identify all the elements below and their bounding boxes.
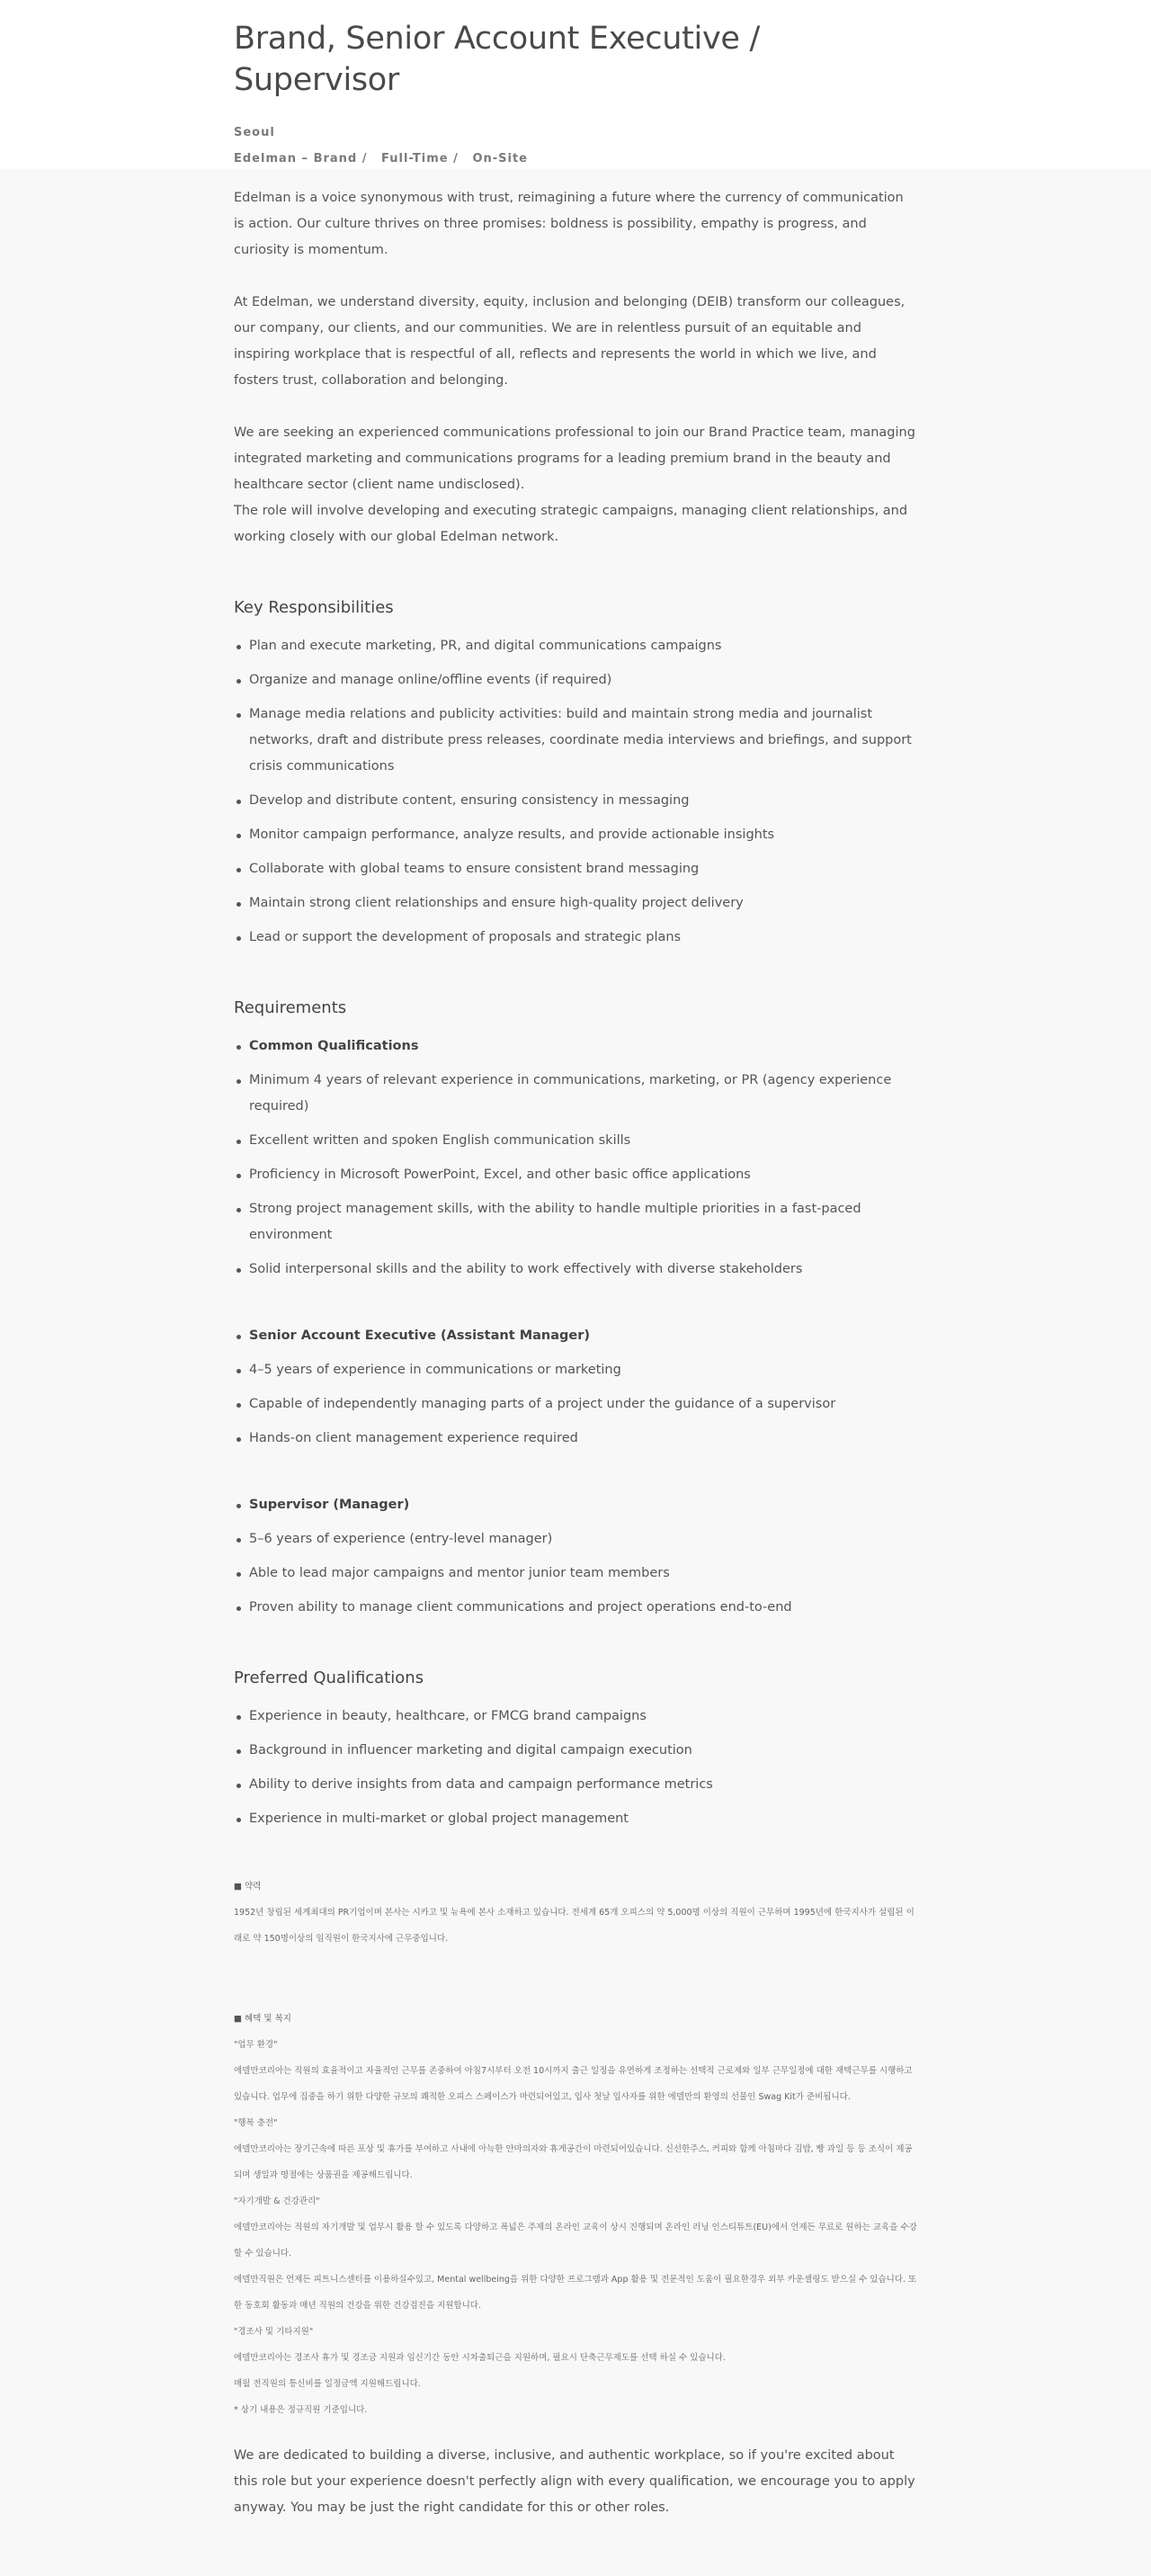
list-item: Experience in multi-market or global project management — [234, 1806, 917, 1832]
list-item: Able to lead major campaigns and mentor junior team members — [234, 1561, 917, 1587]
list-item: Strong project management skills, with the ability to handle multiple priorities in a fast-paced environment — [234, 1196, 917, 1248]
intro-paragraph-4: The role will involve developing and executing strategic campaigns, managing client relationships, and working closely with our global Edelman network. — [234, 504, 908, 544]
benefits-line: 에델만직원은 언제든 피트니스센터를 이용하실수있고, Mental wellbeing을 위한 다양한 프로그램과 App 활용 및 전문적인 도움이 필요한경우 외부 카운셀링도 받으실 수 있습니다. 또한 동호회 활동과 매년 직원의 건강을 위한 건강검진을 지원합니다. — [234, 2275, 917, 2311]
job-commitment: Full-Time / — [381, 152, 459, 165]
list-item: Plan and execute marketing, PR, and digital communications campaigns — [234, 633, 917, 659]
benefits-line: 에델만코리아는 경조사 휴가 및 경조금 지원과 임신기간 동안 시차출퇴근을 지원하며, 필요시 단축근무제도를 선택 하실 수 있습니다. — [234, 2353, 726, 2363]
list-item: 4–5 years of experience in communications or marketing — [234, 1357, 917, 1383]
company-intro-heading: ■ 약력 — [234, 1882, 262, 1892]
benefits-line: "업무 환경" — [234, 2040, 278, 2050]
list-item: Proven ability to manage client communications and project operations end-to-end — [234, 1595, 917, 1621]
list-item: Minimum 4 years of relevant experience in communications, marketing, or PR (agency experience required) — [234, 1068, 917, 1120]
job-location: Seoul — [234, 126, 275, 139]
job-workplace-type: On-Site — [472, 152, 528, 165]
requirements-heading: Requirements — [234, 998, 347, 1017]
benefits-line: "자기개발 & 건강관리" — [234, 2196, 320, 2206]
korean-company-intro — [234, 1874, 917, 1952]
list-item: Experience in beauty, healthcare, or FMCG brand campaigns — [234, 1704, 917, 1730]
intro-paragraph-1: Edelman is a voice synonymous with trust, reimagining a future where the currency of communication is action. Our culture thrives on three promises: boldness is possibility, empathy is progress, and curiosity is momentum. — [234, 191, 904, 257]
benefits-line: "경조사 및 기타지원" — [234, 2327, 314, 2337]
job-title: Brand, Senior Account Executive / Supervisor — [234, 21, 760, 98]
benefits-line: 에델만코리아는 직원의 자기개발 및 업무시 활용 할 수 있도록 다양하고 폭넓은 주제의 온라인 교육이 상시 진행되며 온라인 러닝 인스티튜트(EU)에서 언제든 무료로 원하는 교육을 수강 할 수 있습니다. — [234, 2223, 917, 2258]
benefits-line: 에델만코리아는 장기근속에 따른 포상 및 휴가를 부여하고 사내에 아늑한 안마의자와 휴게공간이 마련되어있습니다. 신선한주스, 커피와 함께 아침마다 김밥, 빵 과일 등 등 조식이 제공되며 생일과 명절에는 상품권을 제공해드립니다. — [234, 2144, 913, 2180]
responsibilities-heading: Key Responsibilities — [234, 598, 394, 617]
posting-header — [0, 0, 1151, 169]
benefits-line: 매월 전직원의 통신비를 일정금액 지원해드립니다. — [234, 2379, 421, 2389]
korean-benefits — [234, 2006, 917, 2423]
list-item: Collaborate with global teams to ensure consistent brand messaging — [234, 856, 917, 882]
supervisor-qualifications-list — [234, 1492, 917, 1621]
common-qualifications-label: Common Qualifications — [234, 1033, 917, 1060]
job-team: Edelman – Brand / — [234, 152, 368, 165]
benefits-line: * 상기 내용은 정규직원 기준입니다. — [234, 2405, 368, 2415]
preferred-heading: Preferred Qualifications — [234, 1668, 424, 1687]
list-item: Excellent written and spoken English communication skills — [234, 1128, 917, 1154]
job-meta — [234, 152, 917, 165]
list-item: Solid interpersonal skills and the ability to work effectively with diverse stakeholders — [234, 1257, 917, 1283]
preferred-list — [234, 1704, 917, 1832]
common-qualifications-list — [234, 1033, 917, 1283]
list-item: Proficiency in Microsoft PowerPoint, Excel, and other basic office applications — [234, 1162, 917, 1188]
sae-label: Senior Account Executive (Assistant Manager) — [234, 1323, 917, 1349]
benefits-line: 에델만코리아는 직원의 효율적이고 자율적인 근무를 존중하여 아침7시부터 오전 10시까지 출근 일정을 유연하게 조정하는 선택적 근로제와 일부 근무일정에 대한 재택근무를 시행하고 있습니다. 업무에 집중을 하기 위한 다양한 규모의 쾌적한 오피스 스페이스가 마련되어있고, 입사 첫날 입사자를 위한 에델만의 환영의 선물인 Swag Kit가 준비됩니다. — [234, 2066, 913, 2102]
sae-qualifications-list — [234, 1323, 917, 1452]
list-item: Develop and distribute content, ensuring consistency in messaging — [234, 788, 917, 814]
list-item: Organize and manage online/offline events (if required) — [234, 667, 917, 693]
closing-statement: We are dedicated to building a diverse, inclusive, and authentic workplace, so if you're excited about this role but your experience doesn't perfectly align with every qualification, we encourage you to apply anyway. You may be just the right candidate for this or other roles. — [234, 2448, 915, 2515]
company-intro-text: 1952년 창립된 세계최대의 PR기업이며 본사는 시카고 및 뉴욕에 본사 소재하고 있습니다. 전세계 65개 오피스의 약 5,000명 이상의 직원이 근무하며 1995년에 한국지사가 설립된 이래로 약 150명이상의 임직원이 한국지사에 근무중입니다. — [234, 1908, 915, 1944]
list-item: Monitor campaign performance, analyze results, and provide actionable insights — [234, 822, 917, 848]
intro-paragraph-2: At Edelman, we understand diversity, equity, inclusion and belonging (DEIB) transform our colleagues, our company, our clients, and our communities. We are in relentless pursuit of an equitable and inspiring workplace that is respectful of all, reflects and represents the world in which we live, and fosters trust, collaboration and belonging. — [234, 295, 906, 388]
responsibilities-list — [234, 633, 917, 951]
supervisor-label: Supervisor (Manager) — [234, 1492, 917, 1518]
list-item: Capable of independently managing parts of a project under the guidance of a supervisor — [234, 1391, 917, 1418]
benefits-heading: ■ 혜택 및 복지 — [234, 2014, 291, 2024]
list-item: Background in influencer marketing and digital campaign execution — [234, 1738, 917, 1764]
job-description — [234, 169, 917, 2521]
list-item: 5–6 years of experience (entry-level manager) — [234, 1526, 917, 1552]
list-item: Maintain strong client relationships and ensure high-quality project delivery — [234, 890, 917, 917]
list-item: Ability to derive insights from data and campaign performance metrics — [234, 1772, 917, 1798]
list-item: Lead or support the development of proposals and strategic plans — [234, 925, 917, 951]
list-item: Manage media relations and publicity activities: build and maintain strong media and journalist networks, draft and distribute press releases, coordinate media interviews and briefings, and support crisis communications — [234, 702, 917, 780]
benefits-line: "행복 충전" — [234, 2118, 278, 2128]
intro-paragraph-3: We are seeking an experienced communications professional to join our Brand Practice team, managing integrated marketing and communications programs for a leading premium brand in the beauty and healthcare sector (client name undisclosed). — [234, 425, 915, 492]
list-item: Hands-on client management experience required — [234, 1426, 917, 1452]
